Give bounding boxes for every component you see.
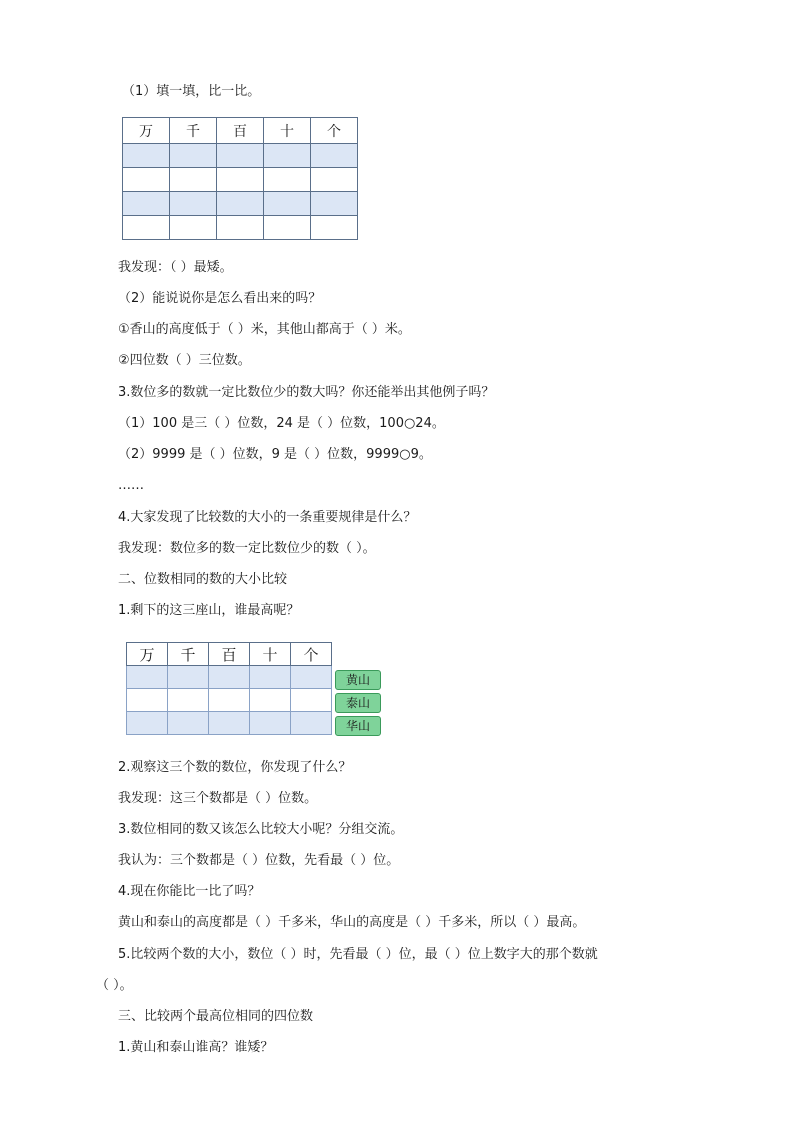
table-cell[interactable] [170, 192, 217, 216]
table-cell[interactable] [168, 666, 209, 689]
section-2-question-2: 2.观察这三个数的数位，你发现了什么？ [118, 760, 352, 775]
table-cell[interactable] [209, 689, 250, 712]
table-cell[interactable] [168, 712, 209, 735]
table-cell[interactable] [250, 666, 291, 689]
table-cell[interactable] [250, 712, 291, 735]
reason-2: ②四位数（ ）三位数。 [118, 353, 251, 368]
table-cell[interactable] [264, 216, 311, 240]
header-wan: 万 [123, 118, 170, 144]
table-row [127, 689, 332, 712]
table-cell[interactable] [127, 689, 168, 712]
table-row [127, 712, 332, 735]
example-1: （1）100 是三（ ）位数，24 是（ ）位数，100○24。 [118, 416, 445, 431]
table-row [127, 666, 332, 689]
compare-heights: 黄山和泰山的高度都是（ ）千多米，华山的高度是（ ）千多米，所以（ ）最高。 [118, 915, 586, 930]
table-cell[interactable] [311, 192, 358, 216]
table-cell[interactable] [217, 144, 264, 168]
table-cell[interactable] [217, 192, 264, 216]
opinion: 我认为：三个数都是（ ）位数，先看最（ ）位。 [118, 853, 400, 868]
section-2-question-4: 4.现在你能比一比了吗？ [118, 884, 261, 899]
section-2-question-5-cont: （ ）。 [96, 978, 133, 993]
tag-huangshan: 黄山 [335, 670, 381, 690]
tag-huashan: 华山 [335, 716, 381, 736]
table-header-row [127, 643, 332, 666]
example-2: （2）9999 是（ ）位数，9 是（ ）位数，9999○9。 [118, 447, 432, 462]
table-cell[interactable] [311, 168, 358, 192]
header-qian: 千 [170, 118, 217, 144]
header-shi: 十 [264, 118, 311, 144]
table-row [123, 168, 358, 192]
table-row [123, 144, 358, 168]
table-cell[interactable] [264, 168, 311, 192]
reason-1: ①香山的高度低于（ ）米，其他山都高于（ ）米。 [118, 322, 411, 337]
ellipsis: …… [118, 478, 144, 493]
header-ge: 个 [291, 643, 332, 666]
table-cell[interactable] [250, 689, 291, 712]
question-1-prompt: （1）填一填，比一比。 [122, 84, 261, 99]
place-value-table-1 [122, 117, 358, 240]
header-bai: 百 [209, 643, 250, 666]
table-row [123, 216, 358, 240]
section-2-question-3: 3.数位相同的数又该怎么比较大小呢？分组交流。 [118, 822, 404, 837]
finding-lowest: 我发现：（ ）最矮。 [118, 260, 233, 275]
table-header-row [123, 118, 358, 144]
table-cell[interactable] [209, 666, 250, 689]
table-cell[interactable] [291, 689, 332, 712]
table-cell[interactable] [127, 712, 168, 735]
table-cell[interactable] [311, 144, 358, 168]
table-cell[interactable] [170, 144, 217, 168]
section-2-question-1: 1.剩下的这三座山，谁最高呢？ [118, 603, 300, 618]
table-cell[interactable] [170, 168, 217, 192]
section-3-question-1: 1.黄山和泰山谁高？谁矮？ [118, 1040, 274, 1055]
table-cell[interactable] [123, 168, 170, 192]
finding-rule: 我发现：数位多的数一定比数位少的数（ ）。 [118, 541, 376, 556]
table-cell[interactable] [217, 168, 264, 192]
table-row [123, 192, 358, 216]
table-cell[interactable] [170, 216, 217, 240]
section-3-heading: 三、比较两个最高位相同的四位数 [118, 1009, 314, 1024]
table-cell[interactable] [264, 192, 311, 216]
question-3-prompt: 3.数位多的数就一定比数位少的数大吗？你还能举出其他例子吗？ [118, 385, 495, 400]
header-bai: 百 [217, 118, 264, 144]
question-2-prompt: （2）能说说你是怎么看出来的吗？ [118, 291, 322, 306]
table-cell[interactable] [127, 666, 168, 689]
header-shi: 十 [250, 643, 291, 666]
table-cell[interactable] [168, 689, 209, 712]
place-value-table-2 [126, 642, 332, 735]
finding-digits: 我发现：这三个数都是（ ）位数。 [118, 791, 318, 806]
table-cell[interactable] [123, 216, 170, 240]
table-cell[interactable] [123, 144, 170, 168]
table-cell[interactable] [291, 712, 332, 735]
table-cell[interactable] [311, 216, 358, 240]
table-cell[interactable] [123, 192, 170, 216]
table-cell[interactable] [264, 144, 311, 168]
header-wan: 万 [127, 643, 168, 666]
section-2-question-5: 5.比较两个数的大小，数位（ ）时，先看最（ ）位，最（ ）位上数字大的那个数就 [118, 947, 598, 962]
table-cell[interactable] [209, 712, 250, 735]
header-ge: 个 [311, 118, 358, 144]
table-cell[interactable] [217, 216, 264, 240]
question-4-prompt: 4.大家发现了比较数的大小的一条重要规律是什么？ [118, 510, 417, 525]
table-cell[interactable] [291, 666, 332, 689]
section-2-heading: 二、位数相同的数的大小比较 [118, 572, 288, 587]
header-qian: 千 [168, 643, 209, 666]
tag-taishan: 泰山 [335, 693, 381, 713]
